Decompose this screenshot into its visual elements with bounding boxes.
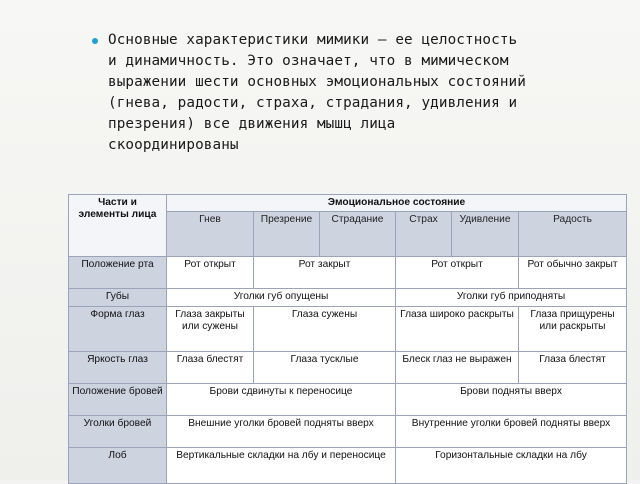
emotion-header-suffering: Страдание (320, 212, 396, 257)
group-header: Эмоциональное состояние (167, 195, 627, 212)
table-cell: Вертикальные складки на лбу и переносице (167, 448, 396, 484)
table-row (69, 416, 627, 448)
table-cell: Внешние уголки бровей подняты вверх (167, 416, 396, 448)
intro-text: Основные характеристики мимики — ее целостность и динамичность. Это означает, что в мимическом выражении шести основных эмоциональных состояний (гнева, радости, страха, страдания, удивления и презрения) все движения мышц лица скоординированы (108, 32, 526, 153)
corner-header: Части и элементы лица (69, 195, 167, 257)
table-cell: Глаза широко раскрыты (396, 307, 519, 352)
table-row (69, 384, 627, 416)
row-label: Положение бровей (69, 384, 167, 416)
row-label: Уголки бровей (69, 416, 167, 448)
table-cell: Рот открыт (167, 257, 254, 289)
table-cell: Уголки губ опущены (167, 289, 396, 307)
table-cell: Брови сдвинуты к переносице (167, 384, 396, 416)
emotion-header-anger: Гнев (167, 212, 254, 257)
emotion-header-fear: Страх (396, 212, 452, 257)
table-row (69, 307, 627, 352)
table-cell: Брови подняты вверх (396, 384, 627, 416)
row-label: Положение рта (69, 257, 167, 289)
emotion-header-joy: Радость (519, 212, 627, 257)
table-cell: Глаза закрыты или сужены (167, 307, 254, 352)
table-cell: Глаза тусклые (254, 352, 396, 384)
emotion-header-contempt: Презрение (254, 212, 320, 257)
bullet-dot-icon (92, 38, 98, 44)
table-cell: Глаза блестят (167, 352, 254, 384)
emotion-header-surprise: Удивление (452, 212, 519, 257)
table-cell: Блеск глаз не выражен (396, 352, 519, 384)
table-cell: Глаза сужены (254, 307, 396, 352)
table-cell: Рот закрыт (254, 257, 396, 289)
row-label: Яркость глаз (69, 352, 167, 384)
row-label: Губы (69, 289, 167, 307)
table-cell: Рот обычно закрыт (519, 257, 627, 289)
table-cell: Внутренние уголки бровей подняты вверх (396, 416, 627, 448)
row-label: Форма глаз (69, 307, 167, 352)
table-cell: Рот открыт (396, 257, 519, 289)
row-label: Лоб (69, 448, 167, 484)
table-row (69, 352, 627, 384)
table-cell: Горизонтальные складки на лбу (396, 448, 627, 484)
table-row (69, 448, 627, 484)
emotion-table (68, 194, 627, 484)
table-row (69, 289, 627, 307)
intro-bullet (94, 30, 534, 156)
table-cell: Глаза блестят (519, 352, 627, 384)
table-row (69, 257, 627, 289)
table-cell: Глаза прищурены или раскрыты (519, 307, 627, 352)
table-cell: Уголки губ приподняты (396, 289, 627, 307)
